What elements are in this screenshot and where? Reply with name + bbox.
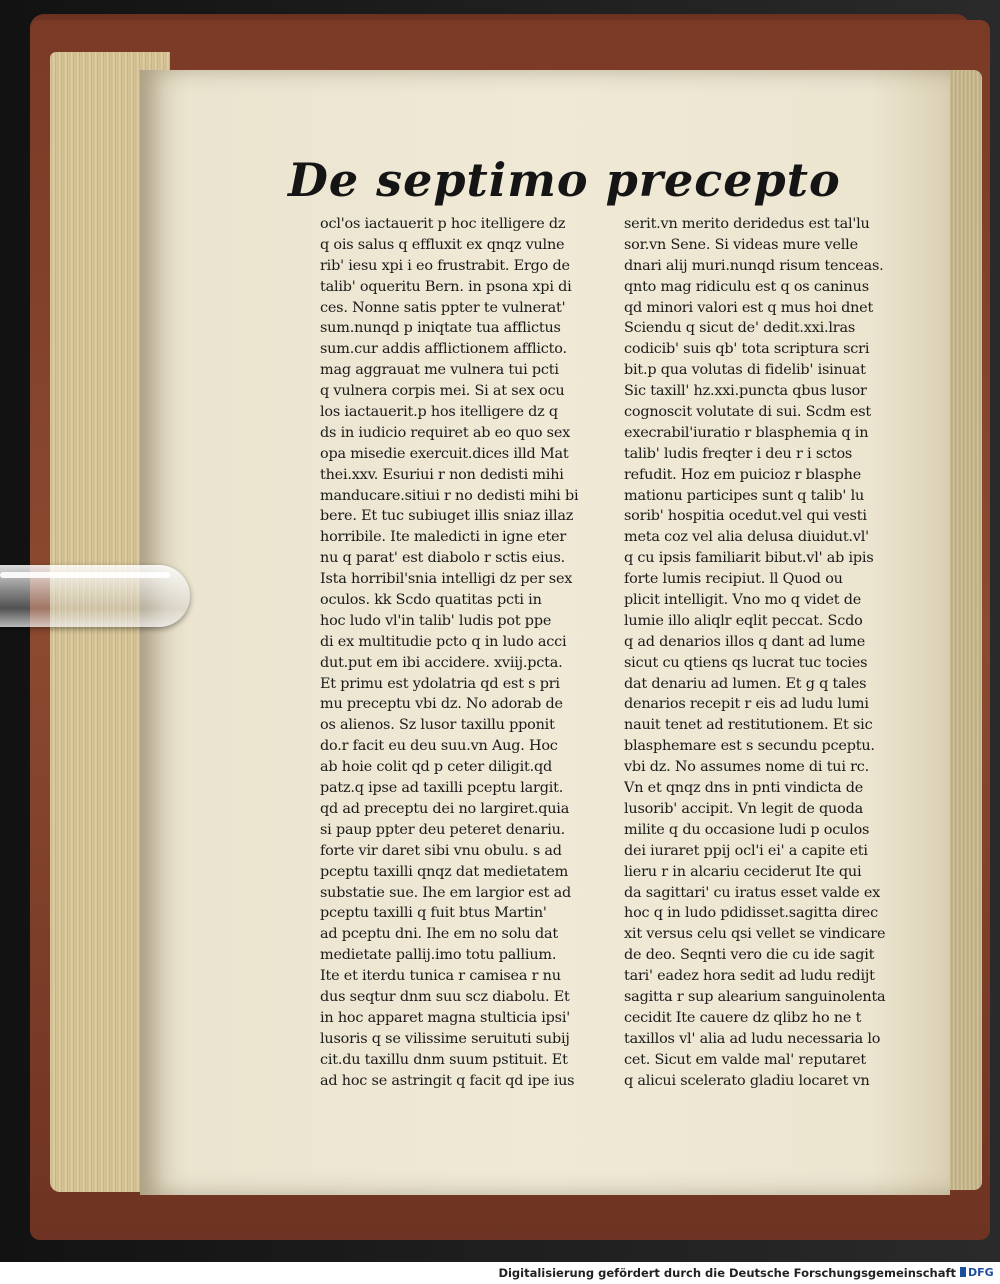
text-line: vbi dz. No assumes nome di tui rc. — [624, 759, 870, 776]
dfg-logo-text: DFG — [968, 1266, 994, 1279]
text-line: lieru r in alcariu ceciderut Ite qui — [624, 863, 862, 880]
text-line: de deo. Seqnti vero die cu ide sagit — [624, 947, 875, 964]
text-line: meta coz vel alia delusa diuidut.vl' — [624, 529, 869, 546]
text-line: milite q du occasione ludi p oculos — [624, 821, 870, 838]
text-line: substatie sue. Ihe em largior est ad — [320, 884, 572, 901]
text-line: mu preceptu vbi dz. No adorab de — [320, 696, 563, 713]
text-line: ces. Nonne satis ppter te vulnerat' — [320, 299, 566, 316]
text-line: do.r facit eu deu suu.vn Aug. Hoc — [320, 738, 558, 755]
text-line: si paup ppter deu peteret denariu. — [320, 821, 566, 838]
text-line: blasphemare est s secundu pceptu. — [624, 738, 875, 755]
text-line: forte vir daret sibi vnu obulu. s ad — [320, 842, 562, 859]
text-line: sor.vn Sene. Si videas mure velle — [624, 236, 858, 253]
text-line: codicib' suis qb' tota scriptura scri — [624, 341, 870, 358]
text-line: q alicui scelerato gladiu locaret vn — [624, 1072, 870, 1089]
dfg-logo — [960, 1265, 994, 1280]
text-line: serit.vn merito deridedus est tal'lu — [624, 216, 870, 232]
text-line: qd minori valori est q mus hoi dnet — [624, 299, 874, 316]
text-line: nauit tenet ad restitutionem. Et sic — [624, 717, 873, 734]
glass-highlight — [0, 572, 170, 578]
text-line: dnari alij muri.nunqd risum tenceas. — [624, 257, 884, 274]
text-line: dut.put em ibi accidere. xviij.pcta. — [320, 654, 563, 671]
text-line: q ad denarios illos q dant ad lume — [624, 633, 866, 650]
footer-bar — [0, 1262, 1000, 1284]
text-line: da sagittari' cu iratus esset valde ex — [624, 884, 881, 901]
text-line: qnto mag ridiculu est q os caninus — [624, 278, 869, 295]
text-line: Et primu est ydolatria qd est s pri — [320, 675, 560, 692]
text-line: plicit intelligit. Vno mo q videt de — [624, 592, 862, 609]
text-line: q ois salus q effluxit ex qnqz vulne — [320, 236, 565, 253]
text-line: ad pceptu dni. Ihe em no solu dat — [320, 926, 558, 943]
text-line: Sciendu q sicut de' dedit.xxi.lras — [624, 320, 856, 337]
text-line: ds in iudicio requiret ab eo quo sex — [320, 424, 571, 441]
text-line: ab hoie colit qd p ceter diligit.qd — [320, 759, 553, 776]
text-line: medietate pallij.imo totu pallium. — [320, 947, 557, 964]
text-line: sorib' hospitia ocedut.vel qui vesti — [624, 508, 867, 525]
text-line: cit.du taxillu dnm suum pstituit. Et — [320, 1051, 568, 1068]
text-line: hoc q in ludo pdidisset.sagitta direc — [624, 905, 878, 922]
text-line: pceptu taxilli qnqz dat medietatem — [320, 863, 569, 880]
text-line: tari' eadez hora sedit ad ludu redijt — [624, 968, 875, 985]
text-line: mationu participes sunt q talib' lu — [624, 487, 865, 504]
page-header: De septimo precepto — [288, 153, 841, 207]
text-line: in hoc apparet magna stulticia ipsi' — [320, 1009, 571, 1026]
text-line: ocl'os iactauerit p hoc itelligere dz — [320, 216, 566, 232]
text-line: lusoris q se vilissime seruituti subij — [320, 1030, 570, 1047]
text-line: qd ad preceptu dei no largiret.quia — [320, 800, 570, 817]
text-line: bit.p qua volutas di fidelib' isinuat — [624, 362, 866, 379]
text-line: sum.nunqd p iniqtate tua afflictus — [320, 320, 561, 337]
text-line: dei iuraret ppij ocl'i ei' a capite eti — [624, 842, 868, 859]
text-line: cognoscit volutate di sui. Scdm est — [624, 404, 872, 421]
text-line: sicut cu qtiens qs lucrat tuc tocies — [624, 654, 868, 671]
text-line: forte lumis recipiut. ll Quod ou — [624, 571, 843, 588]
text-column-left — [320, 214, 635, 1091]
text-line: Ite et iterdu tunica r camisea r nu — [320, 968, 561, 985]
text-line: di ex multitudie pcto q in ludo acci — [320, 633, 567, 650]
text-line: opa misedie exercuit.dices illd Mat — [320, 445, 569, 462]
text-line: taxillos vl' alia ad ludu necessaria lo — [624, 1030, 881, 1047]
text-line: manducare.sitiui r no dedisti mihi bi — [320, 487, 579, 504]
text-line: q cu ipsis familiarit bibut.vl' ab ipis — [624, 550, 874, 567]
text-column-right — [624, 214, 939, 1091]
text-line: refudit. Hoz em puicioz r blasphe — [624, 466, 862, 483]
text-line: xit versus celu qsi vellet se vindicare — [624, 926, 886, 943]
funding-credit: Digitalisierung gefördert durch die Deutsche Forschungsgemeinschaft — [498, 1266, 956, 1280]
text-line: talib' oqueritu Bern. in psona xpi di — [320, 278, 572, 295]
text-line: lumie illo aliqlr eqlit peccat. Scdo — [624, 612, 863, 629]
text-line: os alienos. Sz lusor taxillu pponit — [320, 717, 555, 734]
text-line: patz.q ipse ad taxilli pceptu largit. — [320, 780, 564, 797]
text-line: thei.xxv. Esuriui r non dedisti mihi — [320, 466, 564, 483]
text-line: los iactauerit.p hos itelligere dz q — [320, 404, 558, 421]
text-line: horribile. Ite maledicti in igne eter — [320, 529, 567, 546]
text-line: mag aggrauat me vulnera tui pcti — [320, 362, 559, 379]
text-line: bere. Et tuc subiuget illis sniaz illaz — [320, 508, 574, 525]
text-line: sum.cur addis afflictionem afflicto. — [320, 341, 567, 358]
text-line: rib' iesu xpi i eo frustrabit. Ergo de — [320, 257, 570, 274]
text-line: hoc ludo vl'in talib' ludis pot ppe — [320, 612, 552, 629]
text-line: Sic taxill' hz.xxi.puncta qbus lusor — [624, 383, 867, 400]
text-line: q vulnera corpis mei. Si at sex ocu — [320, 383, 565, 400]
text-line: denarios recepit r eis ad ludu lumi — [624, 696, 869, 713]
text-line: lusorib' accipit. Vn legit de quoda — [624, 800, 863, 817]
text-line: pceptu taxilli q fuit btus Martin' — [320, 905, 547, 922]
text-line: talib' ludis freqter i deu r i sctos — [624, 445, 853, 462]
dfg-logo-mark — [960, 1267, 966, 1277]
text-line: cecidit Ite cauere dz qlibz ho ne t — [624, 1009, 862, 1026]
text-line: oculos. kk Scdo quatitas pcti in — [320, 592, 542, 609]
text-line: nu q parat' est diabolo r sctis eius. — [320, 550, 566, 567]
text-line: execrabil'iuratio r blasphemia q in — [624, 424, 869, 441]
text-line: sagitta r sup alearium sanguinolenta — [624, 988, 886, 1005]
text-line: Ista horribil'snia intelligi dz per sex — [320, 571, 573, 588]
text-line: cet. Sicut em valde mal' reputaret — [624, 1051, 866, 1068]
text-line: Vn et qnqz dns in pnti vindicta de — [624, 780, 864, 797]
text-line: dus seqtur dnm suu scz diabolu. Et — [320, 988, 570, 1005]
text-line: ad hoc se astringit q facit qd ipe ius — [320, 1072, 575, 1089]
text-line: dat denariu ad lumen. Et g q tales — [624, 675, 867, 692]
